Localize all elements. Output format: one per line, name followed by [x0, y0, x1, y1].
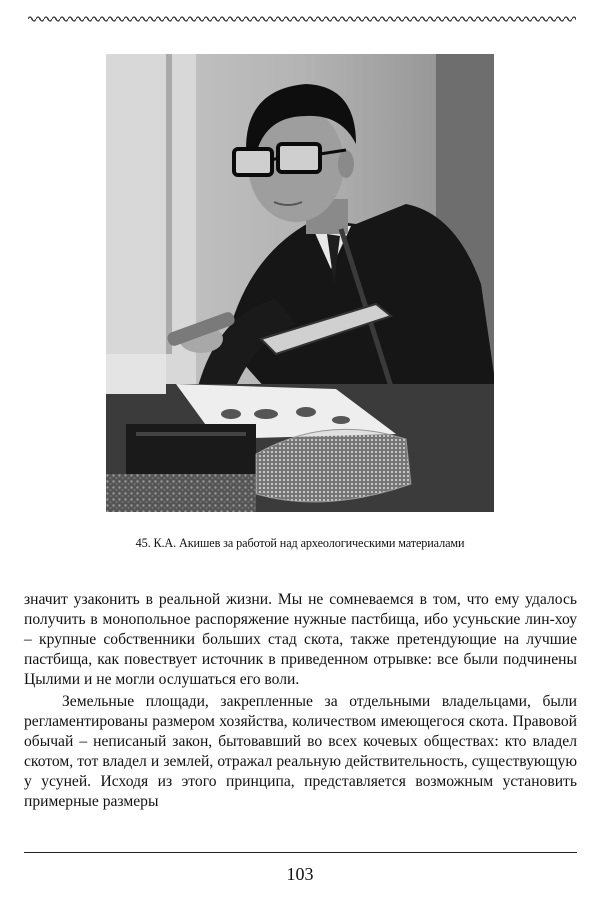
body-text — [24, 590, 577, 812]
page-number: 103 — [286, 864, 314, 884]
footer-rule — [24, 852, 577, 853]
paragraph-2: Земельные площади, закрепленные за отдельными владельцами, были регламентированы размером хозяйства, количеством имеющегося скота. Правовой обычай – неписаный закон, бытовавший во всех кочевых обществах: кто владел скотом, тот владел и землей, отражал реальную действительность, существующую у усуней. Исходя из этого принципа, представляется возможным установить примерные размеры — [24, 693, 577, 810]
top-ornament-border — [28, 15, 576, 23]
figure-caption: 45. К.А. Акишев за работой над археологическими материалами — [135, 536, 465, 550]
figure-photo — [106, 54, 494, 512]
paragraph-1: значит узаконить в реальной жизни. Мы не сомневаемся в том, что ему удалось получить в монопольное распоряжение нужные пастбища, ибо усуньские лин-хоу – крупные собственники больших стад скота, также претендующие на лучшие пастбища, как повествует источник в приведенном отрывке: все были подчинены Цылими и не могли ослушаться его воли. — [24, 591, 577, 688]
photo-illustration — [106, 54, 494, 512]
